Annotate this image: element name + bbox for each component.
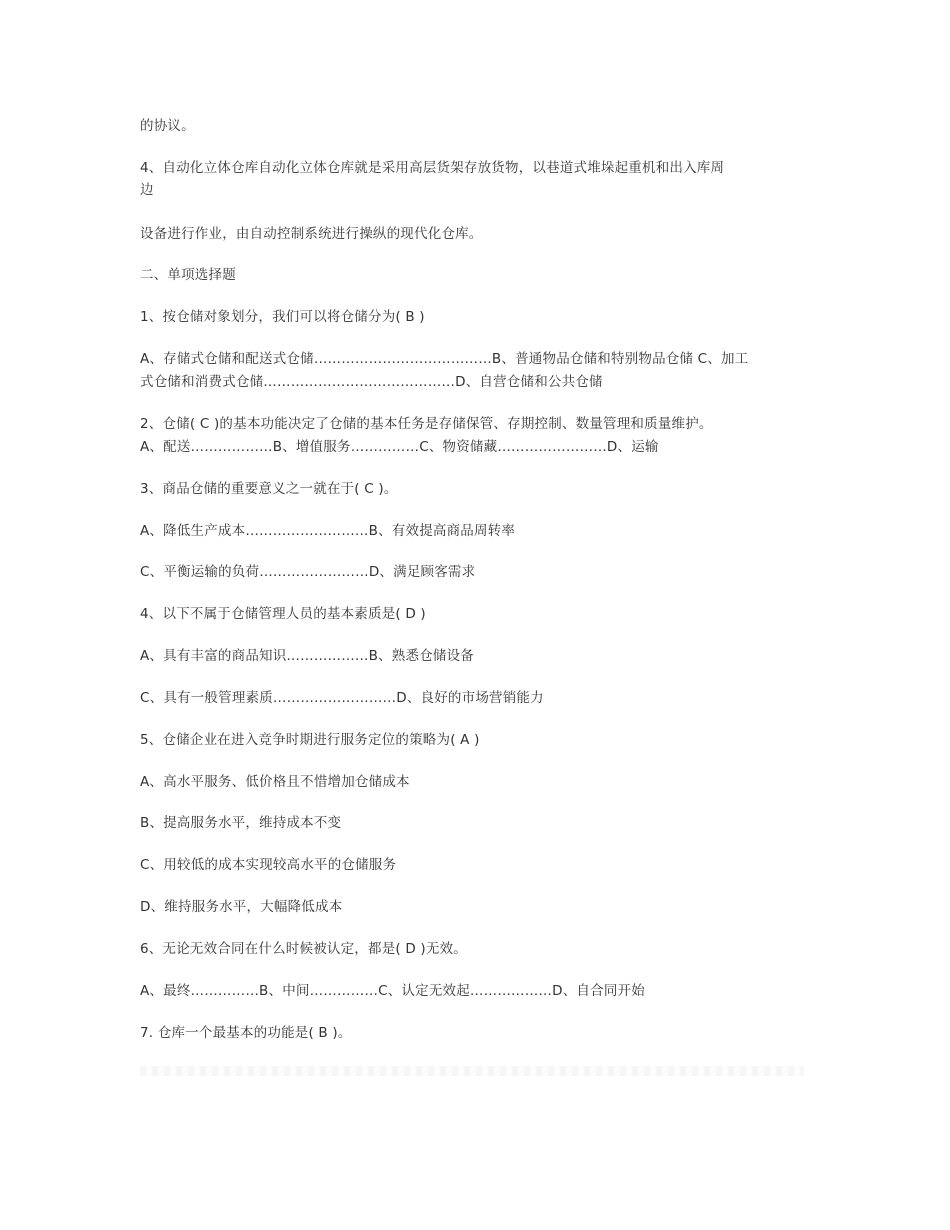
question-3: 3、商品仓储的重要意义之一就在于( C )。 — [140, 481, 398, 497]
section-heading: 二、单项选择题 — [140, 267, 236, 283]
text-line: 设备进行作业，由自动控制系统进行操纵的现代化仓库。 — [140, 226, 483, 242]
question-6: 6、无论无效合同在什么时候被认定，都是( D )无效。 — [140, 941, 467, 957]
question-2-options: A、配送………………B、增值服务……………C、物资储藏……………………D、运输 — [140, 439, 659, 455]
question-1-options-cont: 式仓储和消费式仓储……………………………………D、自营仓储和公共仓储 — [140, 374, 603, 390]
text-line: 4、自动化立体仓库自动化立体仓库就是采用高层货架存放货物，以巷道式堆垛起重机和出入库周 — [140, 160, 725, 176]
question-5: 5、仓储企业在进入竞争时期进行服务定位的策略为( A ) — [140, 732, 480, 748]
question-4-options-cd: C、具有一般管理素质………………………D、良好的市场营销能力 — [140, 690, 544, 706]
question-3-options-ab: A、降低生产成本………………………B、有效提高商品周转率 — [140, 523, 516, 539]
text-line: 的协议。 — [140, 118, 195, 134]
text-line: 边 — [140, 182, 154, 198]
question-4: 4、以下不属于仓储管理人员的基本素质是( D ) — [140, 606, 426, 622]
question-5-option-c: C、用较低的成本实现较高水平的仓储服务 — [140, 857, 397, 873]
question-3-options-cd: C、平衡运输的负荷……………………D、满足顾客需求 — [140, 564, 476, 580]
faint-footer-rule — [140, 1066, 804, 1076]
question-7: 7. 仓库一个最基本的功能是( B )。 — [140, 1025, 352, 1041]
question-6-options: A、最终……………B、中间……………C、认定无效起………………D、自合同开始 — [140, 983, 645, 999]
question-1: 1、按仓储对象划分，我们可以将仓储分为( B ) — [140, 309, 425, 325]
question-2: 2、仓储( C )的基本功能决定了仓储的基本任务是存储保管、存期控制、数量管理和质量维护。 — [140, 416, 713, 432]
question-5-option-a: A、高水平服务、低价格且不惜增加仓储成本 — [140, 774, 410, 790]
question-5-option-b: B、提高服务水平，维持成本不变 — [140, 815, 342, 831]
document-page — [140, 0, 812, 1230]
question-4-options-ab: A、具有丰富的商品知识………………B、熟悉仓储设备 — [140, 648, 474, 664]
question-1-options: A、存储式仓储和配送式仓储…………………………………B、普通物品仓储和特别物品仓储 C、加工 — [140, 351, 749, 367]
question-5-option-d: D、维持服务水平，大幅降低成本 — [140, 899, 343, 915]
